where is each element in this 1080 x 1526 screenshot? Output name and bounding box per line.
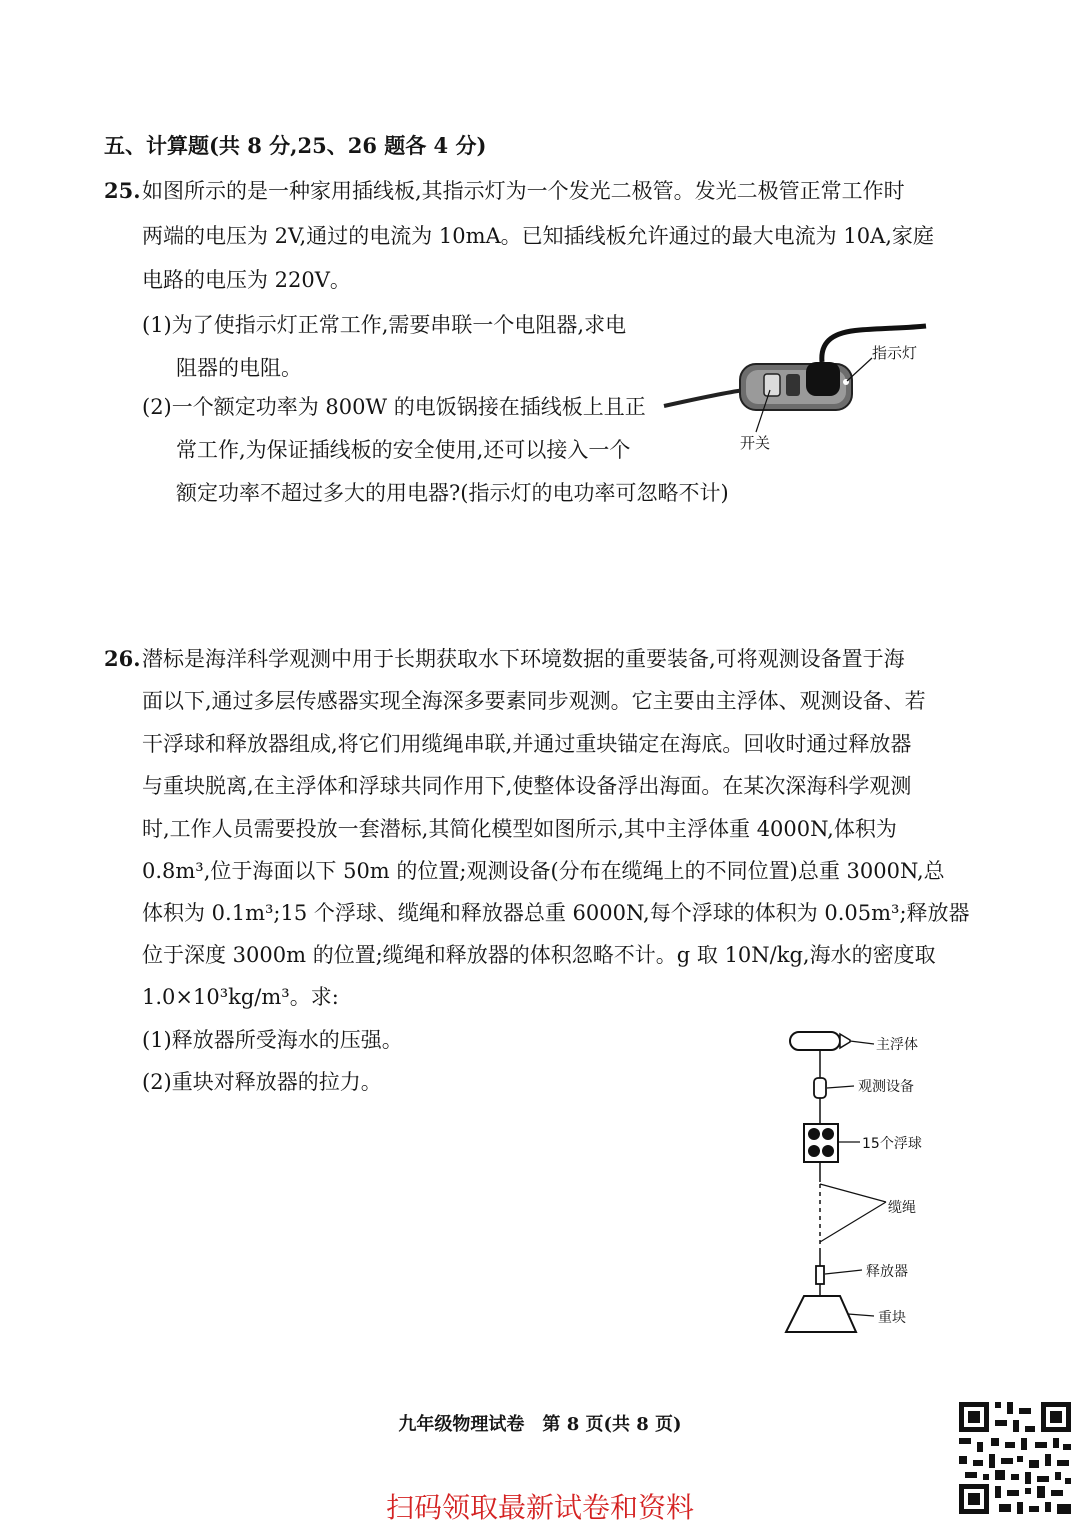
socket-slot <box>786 374 800 396</box>
promo-text: 扫码领取最新试卷和资料 <box>385 1491 694 1524</box>
indicator-label: 指示灯 <box>872 344 918 362</box>
releaser-leader <box>825 1270 862 1274</box>
device-shape <box>814 1078 826 1098</box>
device-leader <box>827 1086 854 1088</box>
q25-sub1-line-1: (1)为了使指示灯正常工作,需要串联一个电阻器,求电 <box>142 313 627 337</box>
ball-icon <box>808 1145 820 1157</box>
weight-label: 重块 <box>878 1310 906 1326</box>
q25-sub2-line-1: (2)一个额定功率为 800W 的电饭锅接在插线板上且正 <box>142 395 646 419</box>
q26-line-4: 与重块脱离,在主浮体和浮球共同作用下,使整体设备浮出海面。在某次深海科学观测 <box>142 774 912 798</box>
q26-line-3: 干浮球和释放器组成,将它们用缆绳串联,并通过重块锚定在海底。回收时通过释放器 <box>142 732 912 756</box>
plug-icon <box>806 362 840 396</box>
releaser-shape <box>816 1266 824 1284</box>
ball-icon <box>822 1128 834 1140</box>
main-float-tail <box>840 1034 850 1048</box>
balls-label: 15个浮球 <box>862 1136 922 1152</box>
q25-sub2-line-2: 常工作,为保证插线板的安全使用,还可以接入一个 <box>176 438 631 462</box>
ball-icon <box>822 1145 834 1157</box>
device-label: 观测设备 <box>858 1079 914 1095</box>
q26-line-5: 时,工作人员需要投放一套潜标,其简化模型如图所示,其中主浮体重 4000N,体积为 <box>142 817 897 841</box>
main-float-leader <box>850 1041 874 1044</box>
weight-shape <box>786 1296 856 1332</box>
cable-label: 缆绳 <box>888 1200 916 1216</box>
buoy-model-figure <box>770 1020 970 1340</box>
main-float-shape <box>790 1032 840 1050</box>
cable-leader-lower <box>820 1202 886 1242</box>
q25-line-3: 电路的电压为 220V。 <box>142 268 351 292</box>
page-footer: 九年级物理试卷 第 8 页(共 8 页) <box>398 1414 682 1435</box>
switch-icon <box>764 374 780 396</box>
q25-line-2: 两端的电压为 2V,通过的电流为 10mA。已知插线板允许通过的最大电流为 10A,家庭 <box>142 224 934 248</box>
q25-line-1: 如图所示的是一种家用插线板,其指示灯为一个发光二极管。发光二极管正常工作时 <box>142 179 905 203</box>
q26-line-7: 体积为 0.1m³;15 个浮球、缆绳和释放器总重 6000N,每个浮球的体积为 0.05m³;释放器 <box>142 901 970 925</box>
q26-line-8: 位于深度 3000m 的位置;缆绳和释放器的体积忽略不计。g 取 10N/kg,海水的密度取 <box>142 943 936 967</box>
left-cord <box>664 390 744 406</box>
releaser-label: 释放器 <box>866 1264 908 1280</box>
switch-label: 开关 <box>740 434 771 452</box>
q26-sub1: (1)释放器所受海水的压强。 <box>142 1028 403 1052</box>
q25-sub1-line-2: 阻器的电阻。 <box>176 356 302 380</box>
q25-sub2-line-3: 额定功率不超过多大的用电器?(指示灯的电功率可忽略不计) <box>176 481 729 505</box>
q25-number: 25. <box>104 178 141 203</box>
q26-line-9: 1.0×10³kg/m³。求: <box>142 985 339 1009</box>
main-float-label: 主浮体 <box>876 1037 918 1053</box>
q26-number: 26. <box>104 646 141 671</box>
power-strip-figure <box>660 318 930 468</box>
indicator-leader <box>847 358 872 381</box>
ball-cluster-frame <box>804 1124 838 1162</box>
q26-line-1: 潜标是海洋科学观测中用于长期获取水下环境数据的重要装备,可将观测设备置于海 <box>142 647 905 671</box>
weight-leader <box>848 1314 874 1316</box>
ball-icon <box>808 1128 820 1140</box>
q26-line-6: 0.8m³,位于海面以下 50m 的位置;观测设备(分布在缆绳上的不同位置)总重 3000N,总 <box>142 859 945 883</box>
q26-sub2: (2)重块对释放器的拉力。 <box>142 1070 382 1094</box>
q26-line-2: 面以下,通过多层传感器实现全海深多要素同步观测。它主要由主浮体、观测设备、若 <box>142 689 926 713</box>
section-heading: 五、计算题(共 8 分,25、26 题各 4 分) <box>104 133 487 158</box>
cable-leader-upper <box>820 1184 886 1202</box>
